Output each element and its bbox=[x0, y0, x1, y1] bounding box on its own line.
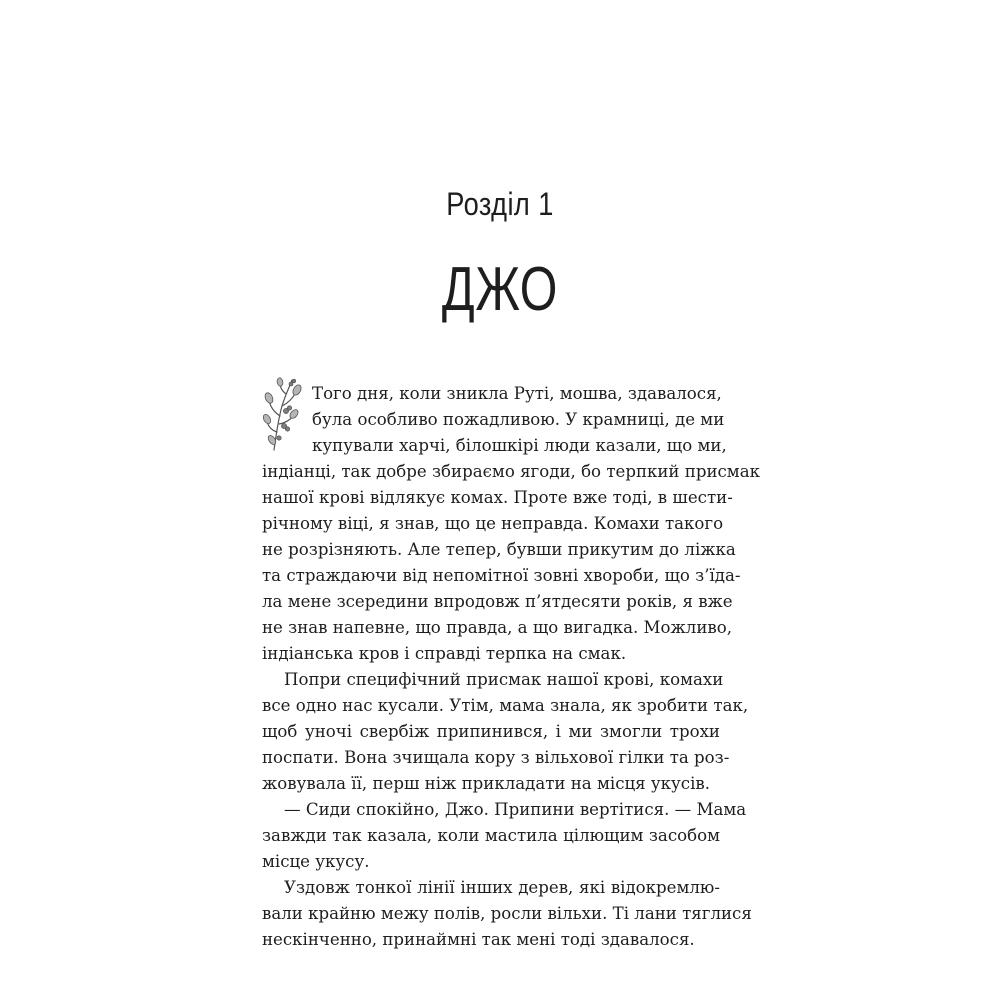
text-line: Уздовж тонкої лінії інших дерев, які відокремлю- bbox=[284, 878, 720, 897]
text-line: ла мене зсередини впродовж п’ятдесяти років, я вже bbox=[262, 592, 733, 611]
text-line: нашої крові відлякує комах. Проте вже тоді, в шести- bbox=[262, 488, 733, 507]
text-line: та страждаючи від непомітної зовні хвороби, що з’їда- bbox=[262, 566, 741, 585]
paragraph-2 bbox=[262, 667, 749, 797]
text-line: не знав напевне, що правда, а що вигадка. Можливо, bbox=[262, 618, 732, 637]
text-line: Попри специфічний присмак нашої крові, комахи bbox=[284, 670, 724, 689]
paragraph-4 bbox=[262, 875, 752, 953]
text-line: була особливо пожадливою. У крамниці, де ми bbox=[312, 410, 725, 429]
paragraph-3 bbox=[262, 797, 747, 875]
paragraph-1 bbox=[262, 381, 760, 667]
text-line: щоб уночі свербіж припинився, і ми змогли трохи bbox=[262, 722, 720, 741]
text-line: індіанці, так добре збираємо ягоди, бо терпкий присмак bbox=[262, 462, 760, 481]
text-line: все одно нас кусали. Утім, мама знала, як зробити так, bbox=[262, 696, 749, 715]
text-line: завжди так казала, коли мастила цілющим засобом bbox=[262, 826, 720, 845]
text-line: — Сиди спокійно, Джо. Припини вертітися. — Мама bbox=[284, 800, 747, 819]
text-line: Того дня, коли зникла Руті, мошва, здавалося, bbox=[312, 384, 722, 403]
text-line: місце укусу. bbox=[262, 852, 370, 871]
text-line: купували харчі, білошкірі люди казали, що ми, bbox=[312, 436, 727, 455]
text-line: нескінченно, принаймні так мені тоді здавалося. bbox=[262, 930, 695, 949]
text-line: не розрізняють. Але тепер, бувши прикутим до ліжка bbox=[262, 540, 736, 559]
text-line: річному віці, я знав, що це неправда. Комахи такого bbox=[262, 514, 724, 533]
chapter-title: ДЖО bbox=[441, 255, 559, 324]
text-line: жовувала її, перш ніж прикладати на місця укусів. bbox=[262, 774, 711, 793]
chapter-number: Розділ 1 bbox=[446, 186, 554, 222]
chapter-body-text bbox=[262, 381, 760, 953]
text-line: індіанська кров і справді терпка на смак. bbox=[262, 644, 627, 663]
text-line: вали крайню межу полів, росли вільхи. Ті лани тяглися bbox=[262, 904, 752, 923]
text-line: поспати. Вона зчищала кору з вільхової гілки та роз- bbox=[262, 748, 730, 767]
